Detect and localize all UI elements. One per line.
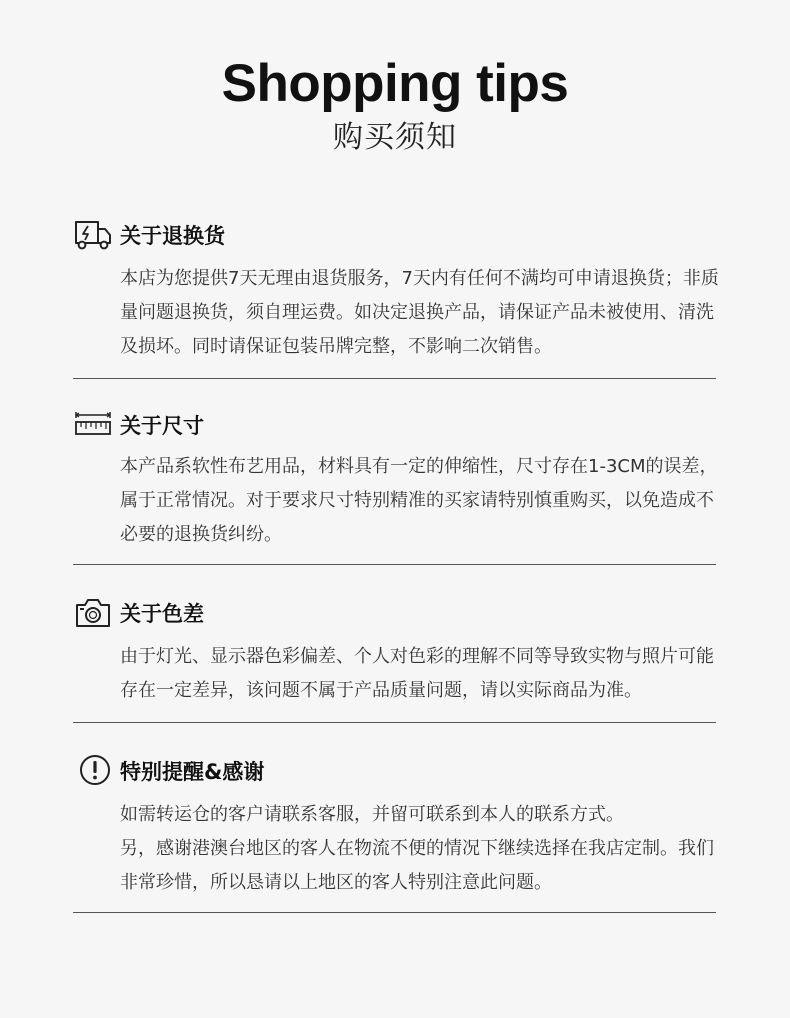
delivery-truck-icon bbox=[73, 218, 113, 254]
section-divider bbox=[73, 564, 716, 565]
ruler-icon bbox=[73, 408, 113, 444]
page-title: Shopping tips bbox=[221, 54, 569, 113]
section-body bbox=[120, 640, 725, 708]
section-paragraph: 由于灯光、显示器色彩偏差、个人对色彩的理解不同等导致实物与照片可能存在一定差异，该问题不属于产品质量问题，请以实际商品为准。 bbox=[120, 646, 714, 701]
section-header bbox=[73, 408, 716, 444]
section-header bbox=[73, 218, 716, 254]
section-paragraph: 另，感谢港澳台地区的客人在物流不便的情况下继续选择在我店定制。我们非常珍惜，所以恳请以上地区的客人特别注意此问题。 bbox=[120, 838, 714, 893]
section-paragraph: 本店为您提供7天无理由退货服务，7天内有任何不满均可申请退换货；非质量问题退换货，须自理运费。如决定退换产品，请保证产品未被使用、清洗及损坏。同时请保证包装吊牌完整，不影响二次销售。 bbox=[120, 268, 719, 357]
section-body bbox=[120, 262, 725, 364]
page-subtitle: 购买须知 bbox=[333, 120, 457, 155]
camera-icon bbox=[73, 596, 113, 632]
section-divider bbox=[73, 912, 716, 913]
section-title: 特别提醒&感谢 bbox=[120, 760, 265, 784]
section-header bbox=[73, 754, 716, 790]
section-header bbox=[73, 596, 716, 632]
section-body bbox=[120, 450, 725, 552]
section-paragraph: 本产品系软性布艺用品，材料具有一定的伸缩性，尺寸存在1-3CM的误差，属于正常情况。对于要求尺寸特别精准的买家请特别慎重购买，以免造成不必要的退换货纠纷。 bbox=[120, 456, 718, 545]
section-divider bbox=[73, 722, 716, 723]
section-title: 关于色差 bbox=[120, 602, 204, 626]
section-divider bbox=[73, 378, 716, 379]
section-title: 关于退换货 bbox=[120, 224, 225, 248]
section-paragraph: 如需转运仓的客户请联系客服，并留可联系到本人的联系方式。 bbox=[120, 804, 624, 825]
exclamation-icon bbox=[73, 754, 113, 790]
section-body bbox=[120, 798, 725, 900]
section-title: 关于尺寸 bbox=[120, 414, 204, 438]
